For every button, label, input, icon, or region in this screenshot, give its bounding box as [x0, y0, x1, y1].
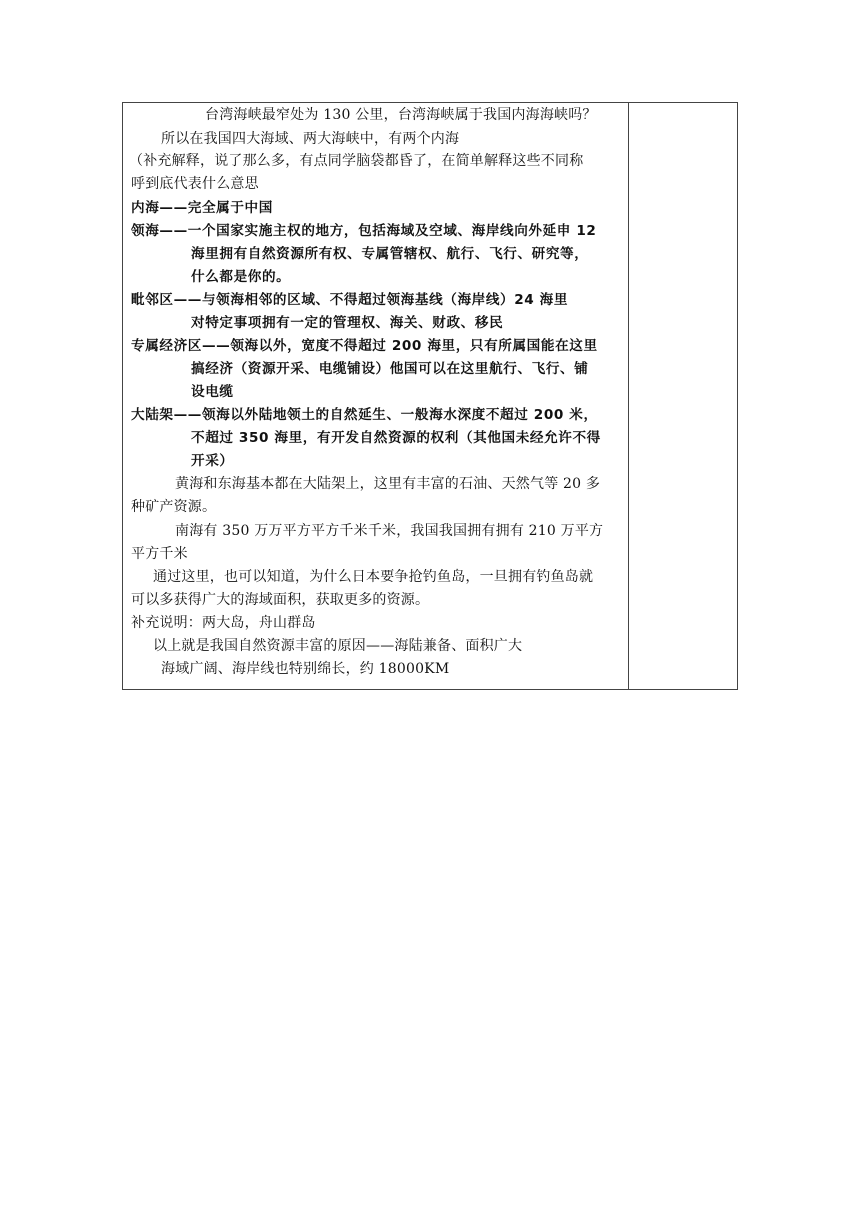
definition-continental-shelf-cont-2: 开采） — [191, 453, 234, 469]
definition-continental-shelf: 大陆架——领海以外陆地领土的自然延生、一般海水深度不超过 200 米， — [131, 407, 598, 423]
text-line-diaoyu: 通过这里，也可以知道，为什么日本要争抢钓鱼岛，一旦拥有钓鱼岛就 — [153, 569, 594, 585]
definition-eez: 专属经济区——领海以外，宽度不得超过 200 海里，只有所属国能在这里 — [131, 338, 598, 354]
definition-inner-sea: 内海——完全属于中国 — [131, 200, 273, 216]
definition-contiguous-zone: 毗邻区——与领海相邻的区域、不得超过领海基线（海岸线）24 海里 — [131, 292, 569, 308]
definition-continental-shelf-cont-1: 不超过 350 海里，有开发自然资源的权利（其他国未经允许不得 — [191, 430, 601, 446]
main-text-cell — [123, 103, 628, 689]
definition-territorial-sea-cont-2: 什么都是你的。 — [191, 269, 291, 285]
definition-territorial-sea-cont-1: 海里拥有自然资源所有权、专属管辖权、航行、飞行、研究等， — [191, 246, 589, 262]
text-line-south-sea-cont: 平方千米 — [131, 546, 188, 562]
text-line-supplement: 补充说明：两大岛，舟山群岛 — [131, 615, 316, 631]
text-line-3: （补充解释，说了那么多，有点同学脑袋都昏了，在简单解释这些不同称 — [129, 153, 584, 169]
definition-contiguous-zone-cont: 对特定事项拥有一定的管理权、海关、财政、移民 — [191, 315, 504, 331]
notes-cell — [629, 103, 737, 689]
text-line-diaoyu-cont: 可以多获得广大的海域面积，获取更多的资源。 — [131, 592, 430, 608]
text-line-1: 台湾海峡最窄处为 130 公里，台湾海峡属于我国内海海峡吗？ — [205, 107, 597, 123]
text-line-2: 所以在我国四大海域、两大海峡中，有两个内海 — [161, 131, 460, 147]
definition-territorial-sea: 领海——一个国家实施主权的地方，包括海域及空域、海岸线向外延申 12 — [131, 223, 597, 239]
text-line-south-sea: 南海有 350 万万平方平方千米千米，我国我国拥有拥有 210 万平方 — [175, 523, 604, 539]
text-line-yellow-east-sea: 黄海和东海基本都在大陆架上，这里有丰富的石油、天然气等 20 多 — [175, 476, 601, 492]
definition-eez-cont-2: 设电缆 — [191, 384, 234, 400]
text-line-yellow-east-sea-cont: 种矿产资源。 — [131, 499, 217, 515]
text-line-coastline: 海域广阔、海岸线也特别绵长，约 18000KM — [161, 661, 450, 677]
text-line-4: 呼到底代表什么意思 — [131, 176, 259, 192]
definition-eez-cont-1: 搞经济（资源开采、电缆铺设）他国可以在这里航行、飞行、铺 — [191, 361, 589, 377]
content-table — [122, 102, 738, 690]
text-line-summary: 以上就是我国自然资源丰富的原因——海陆兼备、面积广大 — [153, 638, 523, 654]
